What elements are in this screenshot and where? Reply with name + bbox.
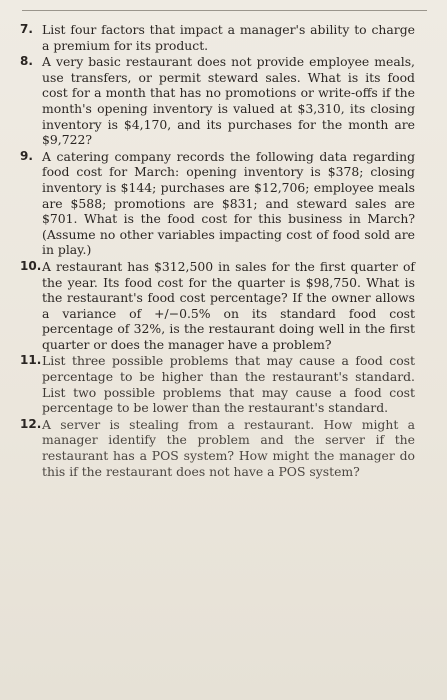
question-text: List three possible problems that may cause a food cost percentage to be higher than the restaurant's standard. List two possible problems that may cause a food cost percentage to be lower than the restaurant's standard. [42,353,415,416]
question-text: List four factors that impact a manager's ability to charge a premium for its product. [42,22,415,53]
question-number: 9. [20,148,33,163]
question-number: 7. [20,22,33,36]
top-rule [22,10,427,11]
question-number: 12. [20,416,42,431]
question-number: 10. [20,258,42,273]
question-text: A server is stealing from a restaurant. How might a manager identify the problem and the server if the restaurant has a POS system? How might the manager do this if the restaurant does not have a POS system? [42,416,415,479]
question-11 [20,353,415,415]
question-8 [20,54,415,148]
question-number: 8. [20,54,33,69]
question-9 [20,149,415,258]
question-text: A catering company records the following data regarding food cost for March: opening inventory is $378; closing inventory is $144; purchases are $12,706; employee meals are $588; promotions are $831; and steward sales are $701. What is the food cost for this business in March? (Assume no other variables impacting cost of food sold are in play.) [42,148,415,258]
question-10 [20,259,415,353]
question-list [20,22,415,480]
question-7 [20,22,415,53]
question-text: A very basic restaurant does not provide employee meals, use transfers, or permit steward sales. What is its food cost for a month that has no promotions or write-offs if the month's opening inventory is valued at $3,310, its closing inventory is $4,170, and its purchases for the month are $9,722? [42,54,415,148]
question-12 [20,417,415,479]
question-text: A restaurant has $312,500 in sales for the first quarter of the year. Its food cost for the quarter is $98,750. What is the restaurant's food cost percentage? If the owner allows a variance of +/−0.5% on its standard food cost percentage of 32%, is the restaurant doing well in the first quarter or does the manager have a problem? [42,258,415,352]
question-number: 11. [20,353,42,368]
